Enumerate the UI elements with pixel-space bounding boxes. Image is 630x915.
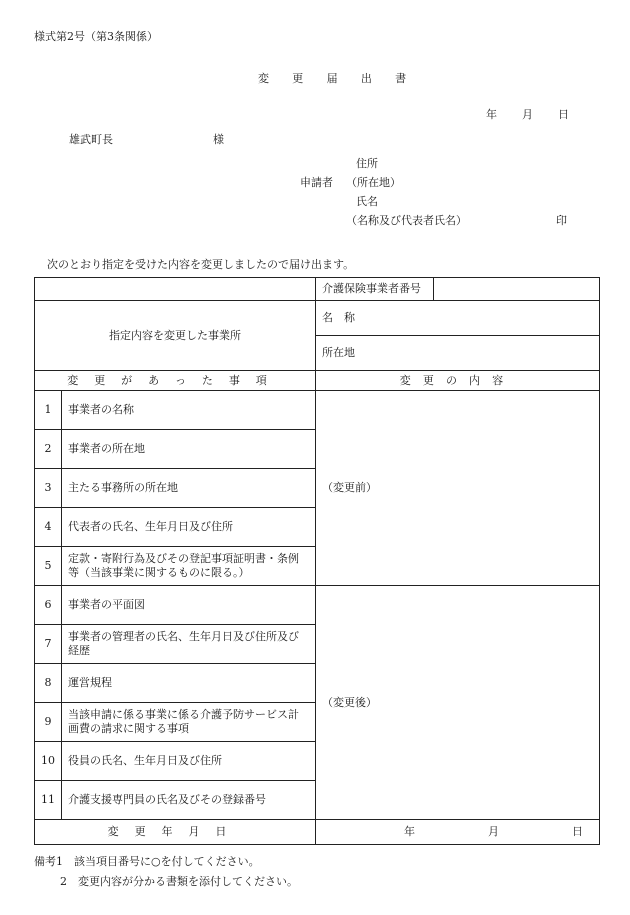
insurer-number-field[interactable]: [434, 278, 600, 301]
item-number: 4: [35, 508, 62, 547]
change-date-year: 年: [404, 825, 415, 838]
addressee-honorific: 様: [213, 133, 224, 146]
item-number: 7: [35, 625, 62, 664]
item-number: 8: [35, 664, 62, 703]
item-text: 主たる事務所の所在地: [62, 469, 316, 508]
item-text: 事業者の管理者の氏名、生年月日及び住所及び経歴: [62, 625, 316, 664]
name-label: 氏名: [356, 195, 378, 208]
after-change-label: （変更後）: [322, 695, 377, 709]
facility-name-label: 名 称: [322, 311, 355, 324]
item-number: 11: [35, 781, 62, 820]
facility-location-label: 所在地: [322, 346, 355, 359]
date-year-label: 年: [486, 108, 497, 121]
addressee-name: 雄武町長: [69, 133, 113, 146]
after-change-field[interactable]: [316, 586, 600, 820]
seal-mark: 印: [556, 214, 567, 227]
item-text: 介護支援専門員の氏名及びその登録番号: [62, 781, 316, 820]
representative-label: （名称及び代表者氏名）: [346, 214, 467, 227]
address-label: 住所: [356, 157, 378, 170]
facility-location-field[interactable]: [316, 336, 600, 371]
change-date-field[interactable]: [316, 820, 600, 845]
before-change-label: （変更前）: [322, 481, 377, 494]
item-number: 6: [35, 586, 62, 625]
intro-text: 次のとおり指定を受けた内容を変更しましたので届け出ます。: [47, 258, 355, 271]
item-number: 2: [35, 430, 62, 469]
item-number: 5: [35, 547, 62, 586]
item-number: 9: [35, 703, 62, 742]
date-month-label: 月: [522, 108, 533, 121]
changed-items-header: 変更があった事項: [35, 371, 316, 391]
change-content-header: 変更の内容: [316, 371, 600, 391]
item-text: 運営規程: [62, 664, 316, 703]
item-text: 当該申請に係る事業に係る介護予防サービス計画費の請求に関する事項: [62, 703, 316, 742]
change-date-month: 月: [488, 825, 499, 838]
note-2: 2 変更内容が分かる書類を添付してください。: [60, 875, 298, 888]
item-text: 役員の氏名、生年月日及び住所: [62, 742, 316, 781]
item-text: 代表者の氏名、生年月日及び住所: [62, 508, 316, 547]
item-text: 事業者の平面図: [62, 586, 316, 625]
form-number: 様式第2号（第3条関係）: [34, 30, 158, 43]
before-change-field[interactable]: [316, 391, 600, 586]
item-number: 1: [35, 391, 62, 430]
change-date-label: 変更年月日: [35, 820, 316, 845]
location-label: （所在地）: [346, 176, 401, 189]
change-date-day: 日: [572, 825, 583, 838]
item-text: 定款・寄附行為及びその登記事項証明書・条例等（当該事業に関するものに限る。）: [62, 547, 316, 586]
item-text: 事業者の所在地: [62, 430, 316, 469]
applicant-label: 申請者: [300, 176, 333, 189]
item-number: 3: [35, 469, 62, 508]
insurer-number-label: 介護保険事業者番号: [316, 278, 434, 301]
item-number: 10: [35, 742, 62, 781]
table-blank-cell: [35, 278, 316, 301]
change-form-table: [34, 277, 600, 845]
facility-label: 指定内容を変更した事業所: [35, 301, 316, 371]
date-day-label: 日: [558, 108, 569, 121]
facility-name-field[interactable]: [316, 301, 600, 336]
item-text: 事業者の名称: [62, 391, 316, 430]
note-1: 備考1 該当項目番号に○を付してください。: [34, 855, 260, 868]
document-title: 変 更 届 出 書: [258, 72, 417, 85]
